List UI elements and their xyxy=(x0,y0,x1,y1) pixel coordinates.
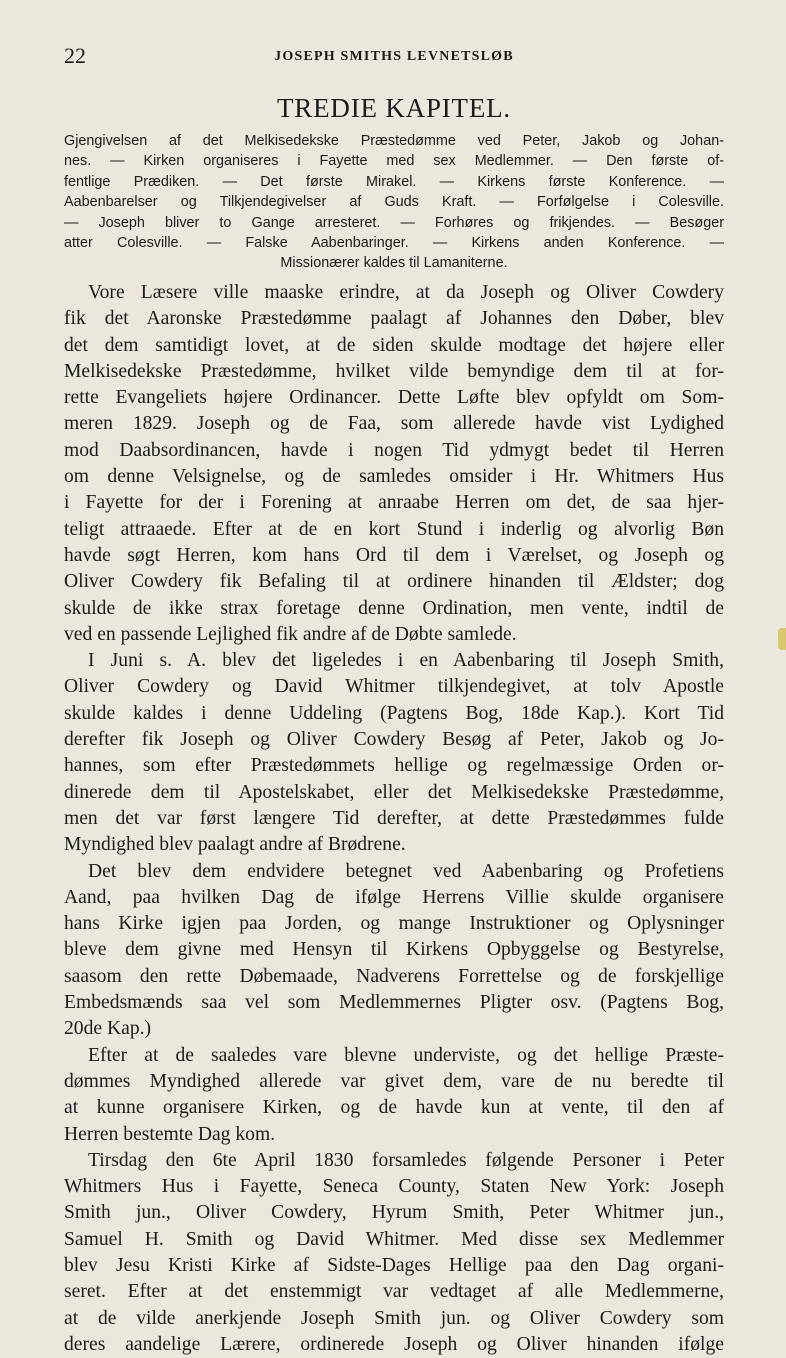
chapter-summary xyxy=(64,131,724,274)
summary-line: Missionærer kaldes til Lamaniterne. xyxy=(280,255,508,272)
page-number: 22 xyxy=(64,43,86,68)
body-line: skulde kaldes i denne Uddeling (Pagtens Bog, 18de Kap.). Kort Tid xyxy=(64,702,724,724)
body-line: dinerede dem til Apostelskabet, eller det Melkisedekske Præstedømme, xyxy=(64,781,724,803)
body-line: mod Daabsordinancen, havde i nogen Tid ydmygt bedet til Herren xyxy=(64,439,724,461)
body-line: 20de Kap.) xyxy=(64,1018,152,1040)
chapter-title: TREDIE KAPITEL. xyxy=(277,93,511,123)
body-line: Oliver Cowdery fik Befaling til at ordinere hinanden til Ældster; dog xyxy=(64,571,724,593)
body-line: Herren bestemte Dag kom. xyxy=(64,1123,276,1145)
summary-line: atter Colesville. — Falske Aabenbaringer. — Kirkens anden Konference. — xyxy=(64,235,724,252)
body-line: at kunne organisere Kirken, og de havde kun at vente, til den af xyxy=(64,1097,724,1119)
body-line: saasom den rette Døbemaade, Nadverens Forrettelse og de forskjellige xyxy=(64,965,724,987)
body-line: Myndighed blev paalagt andre af Brødrene. xyxy=(64,834,406,856)
body-line: om denne Velsignelse, og de samledes omsider i Hr. Whitmers Hus xyxy=(64,466,724,488)
body-text xyxy=(64,280,724,1358)
margin-marker xyxy=(778,628,786,650)
summary-line: nes. — Kirken organiseres i Fayette med sex Medlemmer. — Den første of- xyxy=(64,153,724,170)
body-line: Aand, paa hvilken Dag de ifølge Herrens Villie skulde organisere xyxy=(64,886,724,908)
body-line: Efter at de saaledes vare blevne underviste, og det hellige Præste- xyxy=(88,1044,724,1066)
body-line: bleve dem givne med Hensyn til Kirkens Opbyggelse og Bestyrelse, xyxy=(64,939,724,961)
body-line: havde søgt Herren, kom hans Ord til dem i Værelset, og Joseph og xyxy=(64,544,724,566)
body-line: i Fayette for der i Forening at anraabe Herren om det, de saa hjer- xyxy=(64,492,724,514)
body-line: Embedsmænds saa vel som Medlemmernes Pligter osv. (Pagtens Bog, xyxy=(64,992,724,1014)
summary-line: fentlige Prædiken. — Det første Mirakel. — Kirkens første Konference. — xyxy=(64,173,724,190)
body-line: Whitmers Hus i Fayette, Seneca County, Staten New York: Joseph xyxy=(64,1176,724,1198)
body-line: Oliver Cowdery og David Whitmer tilkjendegivet, at tolv Apostle xyxy=(64,676,724,698)
body-line: rette Evangeliets højere Ordinancer. Dette Løfte blev opfyldt om Som- xyxy=(64,387,724,409)
body-line: teligt attraaede. Efter at de en kort Stund i inderlig og alvorlig Bøn xyxy=(64,518,724,540)
body-line: Det blev dem endvidere betegnet ved Aabenbaring og Profetiens xyxy=(88,860,724,882)
summary-line: Gjengivelsen af det Melkisedekske Præstedømme ved Peter, Jakob og Johan- xyxy=(64,133,724,149)
body-line: seret. Efter at det enstemmigt var vedtaget af alle Medlemmerne, xyxy=(64,1281,724,1303)
body-line: at de vilde anerkjende Joseph Smith jun. og Oliver Cowdery som xyxy=(64,1307,724,1329)
running-title: JOSEPH SMITHS LEVNETSLØB xyxy=(274,49,514,64)
body-line: blev Jesu Kristi Kirke af Sidste-Dages Hellige paa den Dag organi- xyxy=(64,1254,724,1276)
page-header xyxy=(64,43,724,75)
body-line: det dem samtidigt lovet, at de siden skulde modtage det højere eller xyxy=(64,334,724,356)
body-line: hannes, som efter Præstedømmets hellige og regelmæssige Orden or- xyxy=(64,755,724,777)
body-line: Tirsdag den 6te April 1830 forsamledes følgende Personer i Peter xyxy=(88,1149,724,1171)
body-line: hans Kirke igjen paa Jorden, og mange Instruktioner og Oplysninger xyxy=(64,913,724,935)
summary-line: Aabenbarelser og Tilkjendegivelser af Guds Kraft. — Forfølgelse i Colesville. xyxy=(64,194,724,211)
body-line: Smith jun., Oliver Cowdery, Hyrum Smith, Peter Whitmer jun., xyxy=(64,1202,724,1224)
body-line: Samuel H. Smith og David Whitmer. Med disse sex Medlemmer xyxy=(64,1228,724,1250)
body-line: derefter fik Joseph og Oliver Cowdery Besøg af Peter, Jakob og Jo- xyxy=(64,729,724,751)
body-line: ved en passende Lejlighed fik andre af de Døbte samlede. xyxy=(64,623,517,645)
body-line: men det var først længere Tid derefter, at dette Præstedømmes fulde xyxy=(64,807,724,829)
body-line: I Juni s. A. blev det ligeledes i en Aabenbaring til Joseph Smith, xyxy=(88,650,724,672)
body-line: Vore Læsere ville maaske erindre, at da Joseph og Oliver Cowdery xyxy=(88,282,724,303)
body-line: meren 1829. Joseph og de Faa, som allerede havde vist Lydighed xyxy=(64,413,724,435)
body-line: deres aandelige Lærere, ordinerede Joseph og Oliver hinanden ifølge xyxy=(64,1333,724,1355)
body-line: fik det Aaronske Præstedømme paalagt af Johannes den Døber, blev xyxy=(64,308,724,330)
body-line: skulde de ikke strax foretage denne Ordination, men vente, indtil de xyxy=(64,597,724,619)
body-line: dømmes Myndighed allerede var givet dem, vare de nu beredte til xyxy=(64,1070,724,1092)
body-line: Melkisedekske Præstedømme, hvilket vilde bemyndige dem til at for- xyxy=(64,360,724,382)
summary-line: — Joseph bliver to Gange arresteret. — Forhøres og frikjendes. — Besøger xyxy=(64,214,724,231)
